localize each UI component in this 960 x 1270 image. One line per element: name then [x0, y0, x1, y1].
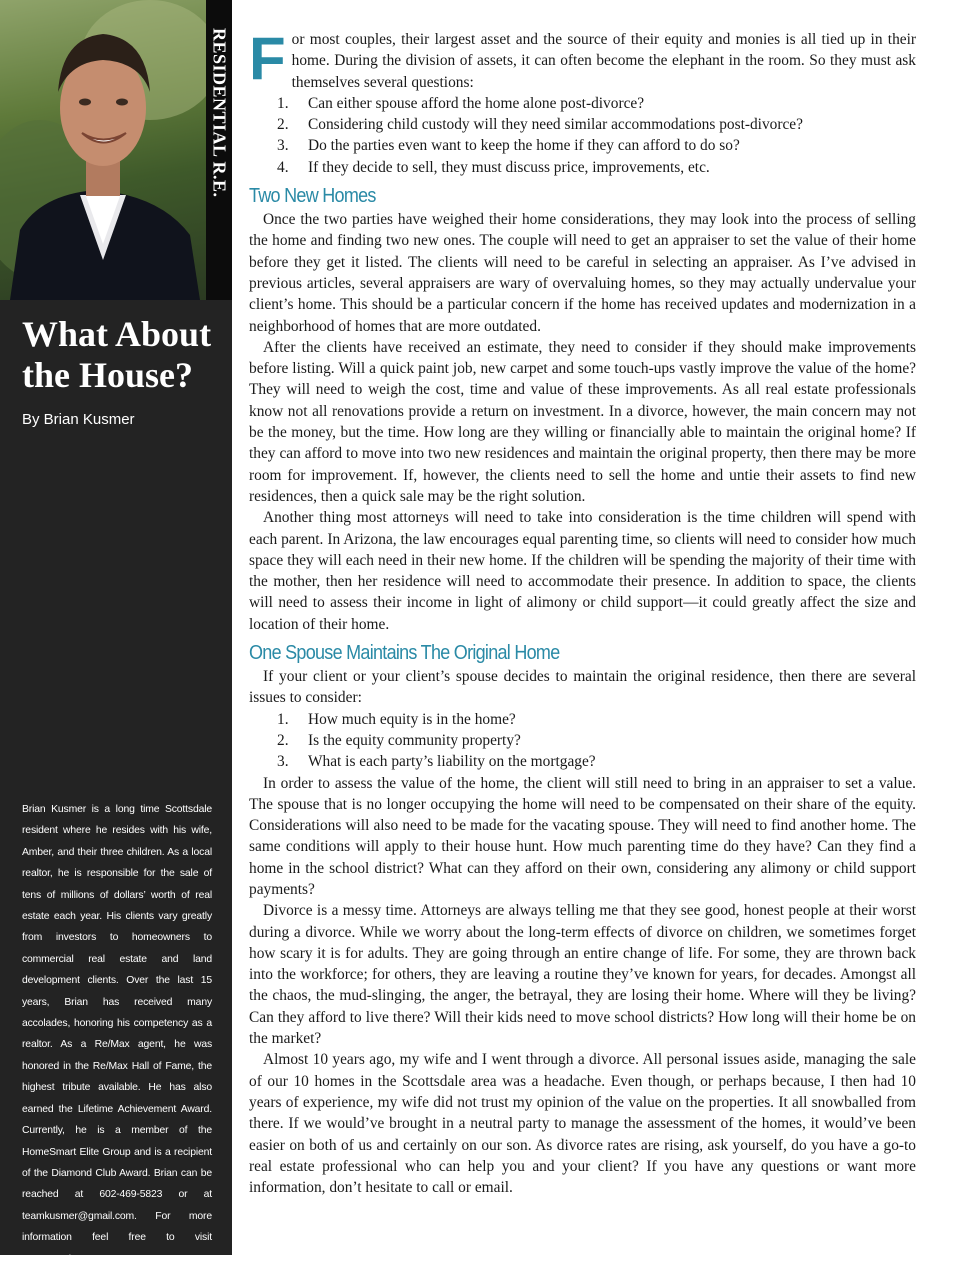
- intro-text: or most couples, their largest asset and the source of their equity and monies is all tied up in their home. During the division of assets, it can often become the elephant in the room. So they must ask themselves several questions:: [291, 31, 916, 91]
- list-number: 1.: [277, 94, 289, 112]
- body-paragraph: Almost 10 years ago, my wife and I went through a divorce. All personal issues aside, managing the sale of our 10 homes in the Scottsdale area was a headache. Even though, or perhaps because, I then had 10 years of experience, my wife did not trust my opinion of the value on the properties. It all snowballed from there. If we would’ve brought in a neutral party to manage the assessment of the homes, it would’ve been easier on both of us and certainly on our son. As divorce rates are rising, ask yourself, do you have a go-to real estate professional who can help you and your client? If you have any questions or want more information, don’t hesitate to call or email.: [249, 1051, 916, 1197]
- article-body: [249, 25, 916, 1198]
- list-number: 3.: [277, 137, 289, 155]
- list-number: 3.: [277, 753, 289, 771]
- list-text: If they decide to sell, they must discuss price, improvements, etc.: [308, 158, 710, 176]
- list-item: [277, 135, 916, 156]
- list-text: What is each party’s liability on the mortgage?: [308, 753, 596, 771]
- list-item: [277, 157, 916, 178]
- list-number: 4.: [277, 158, 289, 176]
- author-bio: Brian Kusmer is a long time Scottsdale resident where he resides with his wife, Amber, and their three children. As a local realtor, he is responsible for the sale of tens of millions of dollars’ worth of real estate each year. His clients vary greatly from investors to homeowners to commercial real estate and land development clients. Over the last 15 years, Brian has received many accolades, honoring his competency as a realtor. As a Re/Max agent, he was honored in the Re/Max Hall of Fame, the highest tribute available. He has also earned the Lifetime Achievement Award. Currently, he is a member of the HomeSmart Elite Group and is a recipient of the Diamond Club Award. Brian can be reached at 602-469-5823 or at teamkusmer@gmail.com. For more information feel free to visit www.teamkusmer.com.: [22, 804, 212, 1265]
- author-photo: [0, 0, 206, 300]
- list-number: 2.: [277, 731, 289, 749]
- list-text: Is the equity community property?: [308, 731, 521, 749]
- list-item: [277, 114, 916, 135]
- intro-paragraph: [249, 25, 916, 93]
- body-paragraph: Another thing most attorneys will need to take into consideration is the time children will spend with each parent. In Arizona, the law encourages equal parenting time, so clients will need to consider how much space they will each need in their new home. If the children will be spending the majority of their time with the mother, then her residence will need to accommodate their presence. In addition to space, the clients will need to assess their income in light of alimony or child support—it could greatly affect the size and location of their home.: [249, 509, 916, 633]
- issues-list: [249, 709, 916, 773]
- questions-list: [249, 93, 916, 178]
- sidebar: [0, 0, 232, 1265]
- section-label: RESIDENTIAL R.E.: [209, 28, 230, 198]
- body-paragraph: After the clients have received an estimate, they need to consider if they should make improvements before listing. Will a quick paint job, new carpet and some touch-ups vastly improve the value of the home? They will need to weigh the cost, time and value of these improvements. As all real estate professionals know not all renovations provide a return on investment. In a divorce, however, the main concern may not be the money, but the time. How long are they willing or financially able to maintain the original home? If they can afford to move into two new residences and maintain the original property, then there may be more room for improvement. If, however, the clients need to sell the home and untie their assets to find new residences, then a quick sale may be the right solution.: [249, 338, 916, 505]
- list-text: How much equity is in the home?: [308, 710, 516, 728]
- drop-cap: F: [249, 25, 286, 92]
- author-byline: By Brian Kusmer: [22, 411, 135, 428]
- list-item: [277, 93, 916, 114]
- section-heading-original-home: One Spouse Maintains The Original Home: [249, 642, 560, 665]
- list-item: [277, 730, 916, 751]
- article-title: What About the House?: [22, 314, 212, 395]
- list-text: Can either spouse afford the home alone post-divorce?: [308, 94, 645, 112]
- list-text: Do the parties even want to keep the home if they can afford to do so?: [308, 137, 740, 155]
- body-paragraph: Divorce is a messy time. Attorneys are always telling me that they see good, honest people at their worst during a divorce. While we worry about the long-term effects of divorce on children, we sometimes forget how scary it is for adults. They are going through an entire change of life. For some, they are thrown back into the workforce; for others, they are leaving a routine they’ve known for years, for decades. Amongst all the chaos, the mud-slinging, the anger, the betrayal, they are losing their home. Where will they be living? Can they afford to live there? Will their kids need to move school districts? How long will their home be on the market?: [249, 902, 916, 1048]
- list-item: [277, 709, 916, 730]
- list-number: 1.: [277, 710, 289, 728]
- list-number: 2.: [277, 116, 289, 134]
- section-tab: [206, 0, 232, 300]
- section-heading-two-new-homes: Two New Homes: [249, 185, 376, 208]
- body-paragraph: Once the two parties have weighed their home considerations, they may look into the process of selling the home and finding two new ones. The couple will need to get an appraiser to set the value of their home before they get it listed. The clients will need to be careful in selecting an appraiser. As I’ve advised in previous articles, several appraisers are wary of overvaluing homes, so they may actually undervalue your client’s home. This should be a particular concern if the home has received updates and modernization in a neighborhood of homes that are more outdated.: [249, 211, 916, 335]
- list-text: Considering child custody will they need similar accommodations post-divorce?: [308, 116, 803, 134]
- body-paragraph: In order to assess the value of the home, the client will still need to bring in an appraiser to set a value. The spouse that is no longer occupying the home will need to be compensated on their share of the equity. Considerations will also need to be made for the vacating spouse. They will need to find another home. The same conditions will apply to their house hunt. How much parenting time do they have? Can they find a home in the school district? What can they afford on their own, considering any alimony or child support payments?: [249, 774, 916, 898]
- author-portrait-image: [0, 0, 206, 300]
- body-paragraph: If your client or your client’s spouse decides to maintain the original residence, then there are several issues to consider:: [249, 668, 916, 707]
- list-item: [277, 751, 916, 772]
